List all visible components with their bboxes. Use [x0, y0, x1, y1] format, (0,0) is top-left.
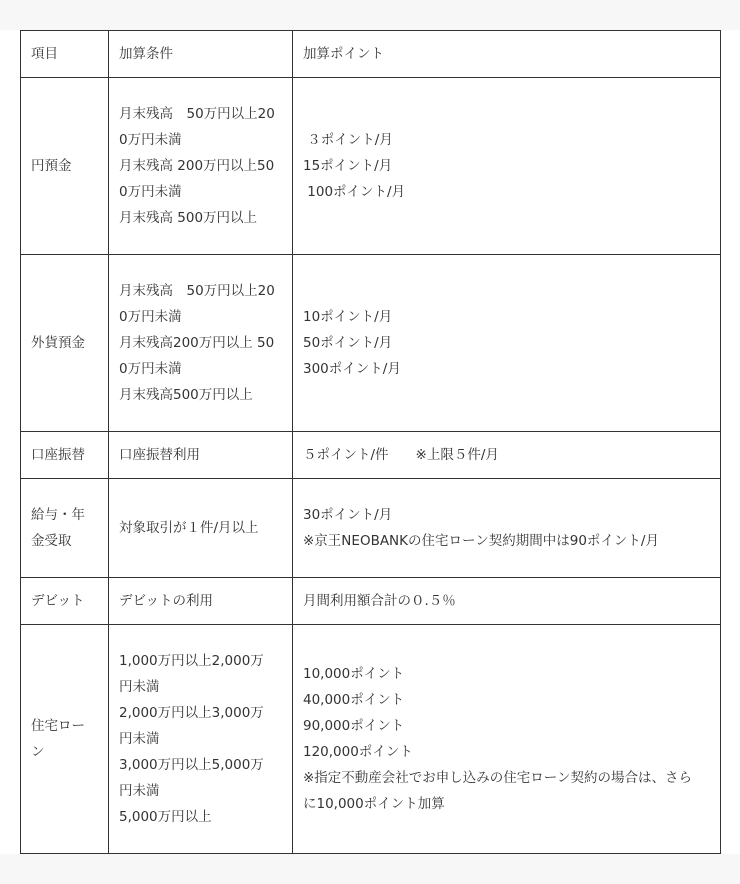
condition-line: 2,000万円以上3,000万	[119, 705, 264, 721]
points-line: に10,000ポイント加算	[303, 796, 445, 812]
condition-line: 月末残高 50万円以上20	[119, 283, 275, 299]
points-line: 120,000ポイント	[303, 744, 413, 760]
condition-line: デビットの利用	[119, 593, 213, 609]
condition-line: 5,000万円以上	[119, 809, 212, 825]
row-conditions	[109, 578, 293, 625]
condition-line: 円未満	[119, 783, 160, 799]
condition-line: 対象取引が１件/月以上	[119, 520, 259, 536]
points-line: ３ポイント/月	[303, 132, 393, 148]
points-line: 50ポイント/月	[303, 335, 393, 351]
row-points	[293, 625, 721, 854]
condition-line: 1,000万円以上2,000万	[119, 653, 264, 669]
table-row-debit	[21, 578, 721, 625]
table-row-account-transfer	[21, 432, 721, 479]
item-line: 金受取	[31, 533, 72, 549]
condition-line: 0万円未満	[119, 361, 182, 377]
points-line: ５ポイント/件 ※上限５件/月	[303, 447, 499, 463]
condition-line: 月末残高500万円以上	[119, 387, 253, 403]
header-condition: 加算条件	[109, 31, 293, 78]
row-points	[293, 78, 721, 255]
row-points	[293, 578, 721, 625]
points-line: 100ポイント/月	[303, 184, 406, 200]
condition-line: 月末残高 50万円以上20	[119, 106, 275, 122]
points-line: 10ポイント/月	[303, 309, 393, 325]
row-conditions	[109, 432, 293, 479]
points-line: 300ポイント/月	[303, 361, 401, 377]
item-line: 給与・年	[31, 507, 85, 523]
condition-line: 口座振替利用	[119, 447, 200, 463]
item-line: 住宅ロー	[31, 718, 85, 734]
condition-line: 月末残高200万円以上 50	[119, 335, 275, 351]
row-conditions	[109, 625, 293, 854]
row-conditions	[109, 255, 293, 432]
condition-line: 月末残高 500万円以上	[119, 210, 258, 226]
condition-line: 円未満	[119, 731, 160, 747]
row-item	[21, 479, 109, 578]
row-points	[293, 479, 721, 578]
row-points	[293, 432, 721, 479]
points-line: ※指定不動産会社でお申し込みの住宅ローン契約の場合は、さら	[303, 770, 693, 786]
points-line: ※京王NEOBANKの住宅ローン契約期間中は90ポイント/月	[303, 533, 659, 549]
header-points: 加算ポイント	[293, 31, 721, 78]
item-line: ン	[31, 744, 45, 760]
points-line: 15ポイント/月	[303, 158, 393, 174]
condition-line: 3,000万円以上5,000万	[119, 757, 264, 773]
table-row-salary-pension	[21, 479, 721, 578]
row-conditions	[109, 78, 293, 255]
table-row-foreign-deposit	[21, 255, 721, 432]
condition-line: 0万円未満	[119, 309, 182, 325]
table-row-housing-loan	[21, 625, 721, 854]
condition-line: 0万円未満	[119, 132, 182, 148]
points-line: 10,000ポイント	[303, 666, 405, 682]
condition-line: 円未満	[119, 679, 160, 695]
row-item: 円預金	[21, 78, 109, 255]
row-item: 外貨預金	[21, 255, 109, 432]
points-line: 月間利用額合計の０.５％	[303, 593, 456, 609]
row-item	[21, 625, 109, 854]
row-conditions	[109, 479, 293, 578]
condition-line: 0万円未満	[119, 184, 182, 200]
row-item: 口座振替	[21, 432, 109, 479]
table-row-yen-deposit	[21, 78, 721, 255]
points-line: 90,000ポイント	[303, 718, 405, 734]
points-line: 40,000ポイント	[303, 692, 405, 708]
row-points	[293, 255, 721, 432]
points-table	[20, 30, 721, 854]
table-header-row	[21, 31, 721, 78]
points-line: 30ポイント/月	[303, 507, 393, 523]
top-background-band	[0, 0, 740, 30]
bottom-background-band	[0, 854, 740, 884]
header-item: 項目	[21, 31, 109, 78]
row-item: デビット	[21, 578, 109, 625]
condition-line: 月末残高 200万円以上50	[119, 158, 275, 174]
